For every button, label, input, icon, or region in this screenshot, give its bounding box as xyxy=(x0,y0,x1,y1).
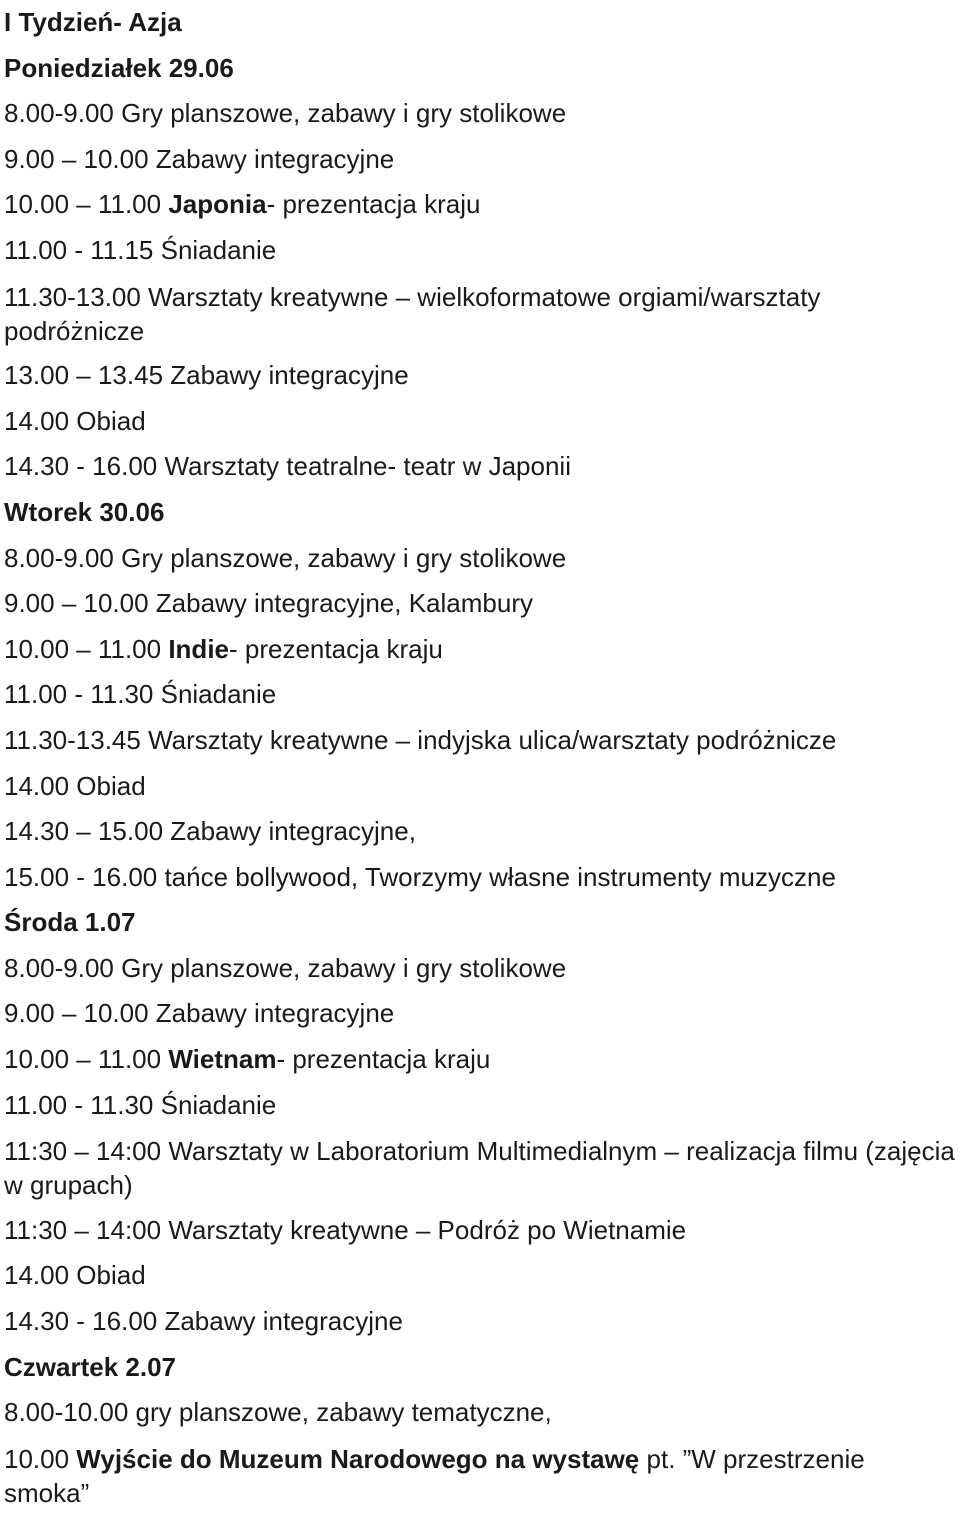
schedule-item xyxy=(4,1436,956,1515)
schedule-item: 11:30 – 14:00 Warsztaty w Laboratorium Multimedialnym – realizacja filmu (zajęcia w grupach) xyxy=(4,1136,955,1201)
country-name: Indie xyxy=(168,633,229,664)
item-time: 10.00 – 11.00 xyxy=(4,633,169,664)
item-desc: pt. ”W przestrzenie smoka” xyxy=(4,1443,865,1508)
schedule-item: 8.00-9.00 Gry planszowe, zabawy i gry stolikowe xyxy=(4,542,567,573)
day-heading-wednesday: Środa 1.07 xyxy=(4,907,136,938)
day-heading-thursday: Czwartek 2.07 xyxy=(4,1351,176,1382)
schedule-item xyxy=(4,1037,956,1083)
schedule-item: 8.00-9.00 Gry planszowe, zabawy i gry stolikowe xyxy=(4,98,567,129)
schedule-item: 14.30 - 16.00 Zabawy integracyjne xyxy=(4,1306,403,1337)
schedule-item: 13.00 – 13.45 Zabawy integracyjne xyxy=(4,360,409,391)
schedule-item: 11:30 – 14:00 Warsztaty kreatywne – Podróż po Wietnamie xyxy=(4,1214,687,1245)
schedule-item xyxy=(4,627,956,673)
schedule-item: 11.00 - 11.15 Śniadanie xyxy=(4,234,277,265)
item-desc: - prezentacja kraju xyxy=(266,189,481,220)
schedule-item: 9.00 – 10.00 Zabawy integracyjne, Kalambury xyxy=(4,588,533,619)
schedule-item: 8.00-10.00 gry planszowe, zabawy tematyczne, xyxy=(4,1397,552,1428)
day-heading-tuesday: Wtorek 30.06 xyxy=(4,496,165,527)
country-name: Wietnam xyxy=(168,1044,277,1075)
week-title: I Tydzień- Azja xyxy=(4,7,182,37)
event-title: Wyjście do Muzeum Narodowego na wystawę xyxy=(76,1443,640,1474)
day-heading-monday: Poniedziałek 29.06 xyxy=(4,52,234,83)
schedule-item: 14.00 Obiad xyxy=(4,1260,146,1291)
schedule-item: 8.00-9.00 Gry planszowe, zabawy i gry stolikowe xyxy=(4,952,567,983)
country-name: Japonia xyxy=(168,189,267,220)
schedule-item: 11.00 - 11.30 Śniadanie xyxy=(4,679,277,710)
schedule-item: 9.00 – 10.00 Zabawy integracyjne xyxy=(4,998,395,1029)
schedule-item: 11.00 - 11.30 Śniadanie xyxy=(4,1089,277,1120)
schedule-document xyxy=(4,0,956,1515)
item-time: 10.00 – 11.00 xyxy=(4,189,169,220)
schedule-item: 11.30-13.45 Warsztaty kreatywne – indyjska ulica/warsztaty podróżnicze xyxy=(4,724,837,755)
item-desc: - prezentacja kraju xyxy=(229,633,443,664)
schedule-item: 14.30 – 15.00 Zabawy integracyjne, xyxy=(4,816,416,847)
schedule-item: 9.00 – 10.00 Zabawy integracyjne xyxy=(4,143,395,174)
schedule-item: 14.00 Obiad xyxy=(4,405,146,436)
item-time: 10.00 xyxy=(4,1443,77,1474)
schedule-item: 14.30 - 16.00 Warsztaty teatralne- teatr w Japonii xyxy=(4,451,571,482)
schedule-item xyxy=(4,182,956,228)
schedule-item: 14.00 Obiad xyxy=(4,770,146,801)
schedule-item: 15.00 - 16.00 tańce bollywood, Tworzymy własne instrumenty muzyczne xyxy=(4,861,836,892)
item-time: 10.00 – 11.00 xyxy=(4,1044,169,1075)
item-desc: - prezentacja kraju xyxy=(276,1044,491,1075)
schedule-item: 11.30-13.00 Warsztaty kreatywne – wielkoformatowe orgiami/warsztaty podróżnicze xyxy=(4,281,821,346)
